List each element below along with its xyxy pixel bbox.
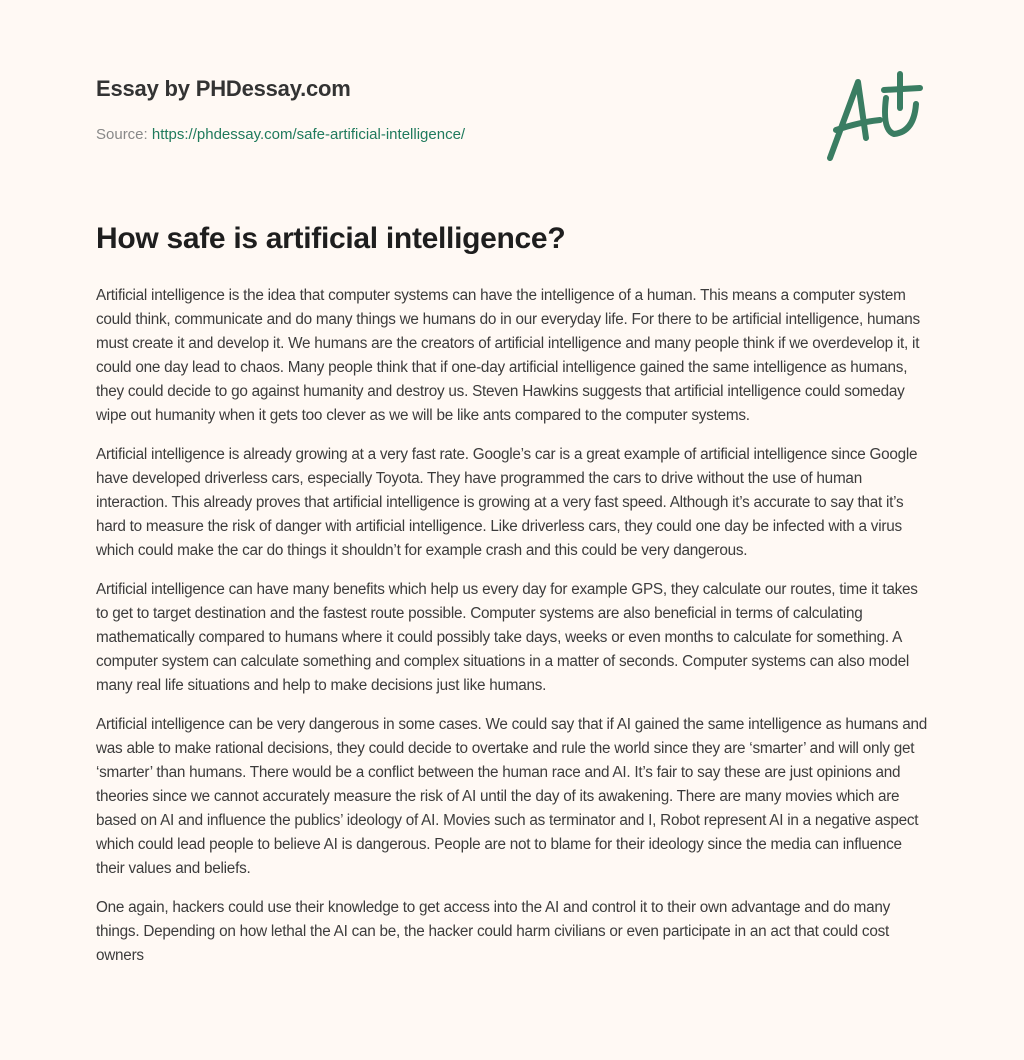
paragraph: Artificial intelligence is the idea that computer systems can have the intelligence of a human. This means a computer system could think, communicate and do many things we humans do in our everyday life. For there to be artificial intelligence, humans must create it and develop it. We humans are the creators of artificial intelligence and many people think if we overdevelop it, it could one day lead to chaos. Many people think that if one-day artificial intelligence gained the same intelligence as humans, they could decide to go against humanity and destroy us. Steven Hawkins suggests that artificial intelligence could someday wipe out humanity when it gets too clever as we will be like ants compared to the computer systems. <box>96 287 920 424</box>
paragraph: Artificial intelligence can be very dangerous in some cases. We could say that if AI gained the same intelligence as humans and was able to make rational decisions, they could decide to overtake and rule the world since they are ‘smarter’ and will only get ‘smarter’ than humans. There would be a conflict between the human race and AI. It’s fair to say these are just opinions and theories since we cannot accurately measure the risk of AI until the day of its awakening. There are many movies which are based on AI and influence the publics’ ideology of AI. Movies such as terminator and I, Robot represent AI in a negative aspect which could lead people to believe AI is dangerous. People are not to blame for their ideology since the media can influence their values and beliefs. <box>96 716 928 877</box>
site-title: Essay by PHDessay.com <box>96 76 351 101</box>
essay-body <box>96 222 932 983</box>
paragraph: One again, hackers could use their knowledge to get access into the AI and control it to their own advantage and do many things. Depending on how lethal the AI can be, the hacker could harm civilians or even participate in an act that could cost owners <box>96 899 891 964</box>
source-link[interactable]: https://phdessay.com/safe-artificial-intelligence/ <box>151 126 466 143</box>
essay-header <box>96 76 465 143</box>
source-label: Source: <box>96 126 148 143</box>
a-plus-logo-icon <box>820 68 930 168</box>
paragraph: Artificial intelligence can have many benefits which help us every day for example GPS, they calculate our routes, time it takes to get to target destination and the fastest route possible. Computer systems are also beneficial in terms of calculating mathematically compared to humans where it could possibly take days, weeks or even months to calculate for something. A computer system can calculate something and complex situations in a matter of seconds. Computer systems can also model many real life situations and help to make decisions just like humans. <box>96 581 918 694</box>
essay-title: How safe is artificial intelligence? <box>96 222 566 255</box>
source-line <box>96 126 465 143</box>
paragraph: Artificial intelligence is already growing at a very fast rate. Google’s car is a great example of artificial intelligence since Google have developed driverless cars, especially Toyota. They have programmed the cars to drive without the use of human interaction. This already proves that artificial intelligence is growing at a very fast speed. Although it’s accurate to say that it’s hard to measure the risk of danger with artificial intelligence. Like driverless cars, they could one day be infected with a virus which could make the car do things it shouldn’t for example crash and this could be very dangerous. <box>96 446 918 559</box>
